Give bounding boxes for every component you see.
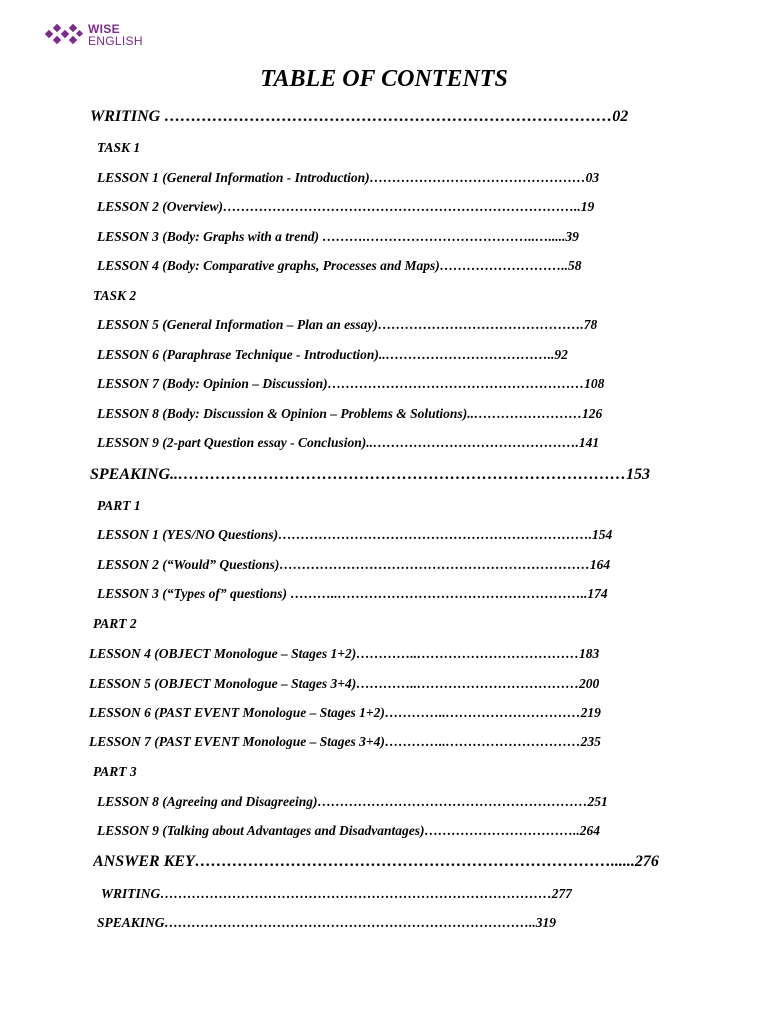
toc-entry: SPEAKING………………………………………………………………………..319 [97,915,557,930]
toc-entry: LESSON 2 (Overview)……………………………………………………………………..19 [97,199,595,214]
brand-logo [44,22,143,48]
toc-entry: LESSON 3 (“Types of” questions) ………..………………………………………………..174 [97,586,608,601]
toc-entry: LESSON 1 (General Information - Introduction)…………………………………………03 [97,170,600,185]
page-title: TABLE OF CONTENTS [260,66,508,92]
toc-heading-task2: TASK 2 [93,288,137,303]
toc-entry: LESSON 2 (“Would” Questions)……………………………………………………………164 [97,557,611,572]
toc-entry: LESSON 8 (Agreeing and Disagreeing)……………………………………………………251 [97,794,608,809]
wise-logo-icon [44,22,84,48]
toc-section-speaking: SPEAKING..…………………………………………………………………………153 [90,466,651,483]
toc-heading-part3: PART 3 [93,764,137,779]
toc-entry: LESSON 4 (Body: Comparative graphs, Processes and Maps)………………………..58 [97,258,582,273]
toc-entry: LESSON 8 (Body: Discussion & Opinion – Problems & Solutions)..……………………126 [97,406,603,421]
toc-entry: LESSON 5 (General Information – Plan an essay)……………………………………….78 [97,317,598,332]
toc-entry: LESSON 6 (PAST EVENT Monologue – Stages 1+2)…………..…………………………219 [89,705,601,720]
toc-entry: LESSON 5 (OBJECT Monologue – Stages 3+4)…………..………………………………200 [89,676,600,691]
toc-entry: LESSON 4 (OBJECT Monologue – Stages 1+2)…………..………………………………183 [89,646,600,661]
toc-entry: LESSON 6 (Paraphrase Technique - Introduction)..………………………………..92 [97,347,568,362]
toc-entry: LESSON 7 (Body: Opinion – Discussion)…………………………………………………108 [97,376,605,391]
toc-entry: LESSON 9 (2-part Question essay - Conclusion)..……………………………………….141 [97,435,600,450]
toc-heading-part2: PART 2 [93,616,137,631]
toc-section-answer-key: ANSWER KEY……………………………………………………………………......276 [93,853,659,870]
logo-wordmark [88,23,143,47]
toc-heading-task1: TASK 1 [97,140,141,155]
toc-entry: LESSON 7 (PAST EVENT Monologue – Stages 3+4)…………..…………………………235 [89,734,601,749]
toc-heading-part1: PART 1 [97,498,141,513]
logo-line1: WISE [88,22,120,36]
toc-entry: LESSON 1 (YES/NO Questions)…………………………………………………………….154 [97,527,613,542]
toc-entry: LESSON 3 (Body: Graphs with a trend) ……….………………………………..….....39 [97,229,579,244]
toc-entry: LESSON 9 (Talking about Advantages and Disadvantages)……………………………..264 [97,823,601,838]
logo-line2: ENGLISH [88,34,143,48]
toc-entry: WRITING……………………………………………………………………………277 [101,886,573,901]
toc-section-writing: WRITING …………………………………………………………………………02 [90,108,629,125]
